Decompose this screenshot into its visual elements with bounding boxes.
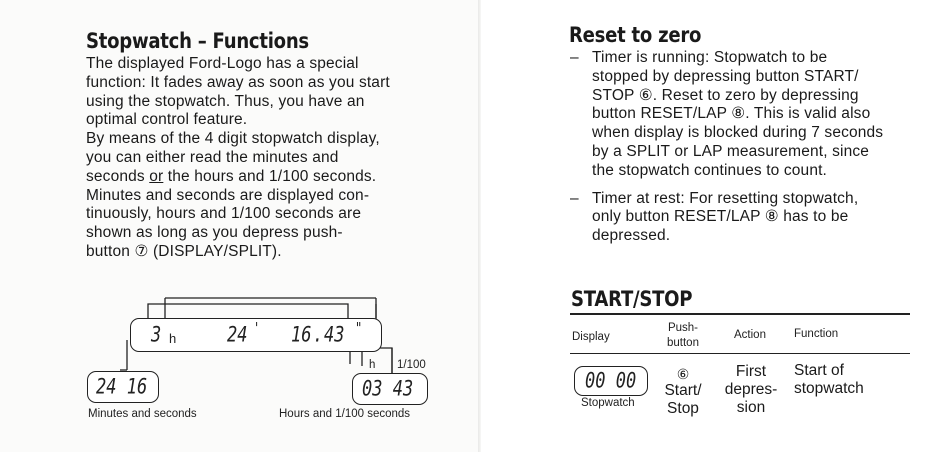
- text-fragment: the hours and 1/100 seconds.: [163, 167, 377, 185]
- text-line: Timer at rest: For resetting stopwatch,: [592, 189, 859, 207]
- text-line: tinuously, hours and 1/100 seconds are: [86, 205, 362, 223]
- lcd-second-mark: ": [355, 319, 363, 337]
- action-line: sion: [736, 399, 766, 416]
- reset-to-zero-heading: Reset to zero: [569, 23, 702, 47]
- action-line: depres-: [724, 381, 778, 398]
- hours-hundredths-lcd-value: 03 43: [362, 376, 414, 402]
- table-header-rule: [570, 353, 910, 354]
- text-line: The displayed Ford-Logo has a special: [86, 55, 359, 72]
- text-line: you can either read the minutes and: [86, 148, 339, 166]
- dash-marker: –: [570, 49, 579, 66]
- lcd-hundredths: 43: [324, 322, 345, 348]
- button-start-label: Start/: [664, 382, 702, 399]
- stopwatch-lcd-value: 00 00: [585, 368, 637, 394]
- text-line: the stopwatch continues to count.: [592, 161, 828, 179]
- column-header-button: button: [667, 337, 699, 349]
- lcd-minute-mark: ': [253, 319, 261, 337]
- text-line: Timer is running: Stopwatch to be: [592, 49, 828, 66]
- text-line: STOP ⑥. Reset to zero by depressing: [592, 86, 859, 104]
- action-line: First: [735, 363, 767, 380]
- table-top-rule: [570, 313, 910, 315]
- lcd-minutes: 24: [227, 322, 248, 348]
- function-line: stopwatch: [794, 380, 864, 397]
- main-lcd-display: [130, 318, 382, 352]
- stopwatch-caption: Stopwatch: [581, 397, 635, 409]
- text-line: when display is blocked during 7 seconds: [592, 124, 884, 142]
- text-line: Minutes and seconds are displayed con-: [86, 186, 370, 204]
- lcd-h-unit: h: [169, 331, 177, 346]
- text-line: stopped by depressing button START/: [592, 67, 859, 85]
- text-line: optimal control feature.: [86, 111, 248, 129]
- text-line: button ⑦ (DISPLAY/SPLIT).: [86, 242, 282, 260]
- minsec-lcd-value: 24 16: [96, 374, 148, 400]
- caption-hours-and-hundredths: Hours and 1/100 seconds: [279, 408, 411, 420]
- function-line: Start of: [794, 362, 844, 379]
- minsec-lcd-display: [87, 371, 159, 403]
- column-header-action: Action: [734, 329, 766, 341]
- list-item: [570, 49, 930, 181]
- hours-label: h: [369, 359, 376, 371]
- hours-hundredths-lcd-display: [352, 373, 428, 405]
- underlined-or: or: [149, 167, 164, 185]
- text-line: shown as long as you depress push-: [86, 224, 343, 242]
- dash-marker: –: [570, 189, 579, 207]
- list-item: [570, 190, 930, 246]
- lcd-seconds: 16: [291, 322, 312, 348]
- button-6-symbol: ⑥: [676, 366, 690, 382]
- column-header-display: Display: [572, 331, 610, 343]
- button-stop-label: Stop: [667, 400, 699, 417]
- column-header-push: Push-: [667, 322, 699, 334]
- text-line: button RESET/LAP ⑧. This is valid also: [592, 105, 871, 123]
- text-fragment: seconds: [86, 167, 150, 185]
- text-line: by a SPLIT or LAP measurement, since: [592, 142, 870, 160]
- hundredths-label: 1/100: [397, 359, 426, 371]
- text-line: using the stopwatch. Thus, you have an: [86, 92, 365, 110]
- text-line: function: It fades away as soon as you start: [86, 73, 390, 91]
- start-stop-heading: START/STOP: [571, 287, 693, 311]
- text-line: only button RESET/LAP ⑧ has to be: [592, 208, 849, 226]
- reset-instructions-list: [570, 49, 930, 255]
- lcd-dot: .: [313, 322, 324, 348]
- lcd-hours: 3: [151, 322, 162, 348]
- text-line: depressed.: [592, 227, 671, 245]
- stopwatch-functions-heading: Stopwatch – Functions: [86, 29, 309, 53]
- caption-minutes-and-seconds: Minutes and seconds: [88, 408, 197, 420]
- text-line: By means of the 4 digit stopwatch display,: [86, 130, 380, 148]
- stopwatch-lcd-display: [574, 366, 648, 396]
- column-header-function: Function: [794, 328, 839, 340]
